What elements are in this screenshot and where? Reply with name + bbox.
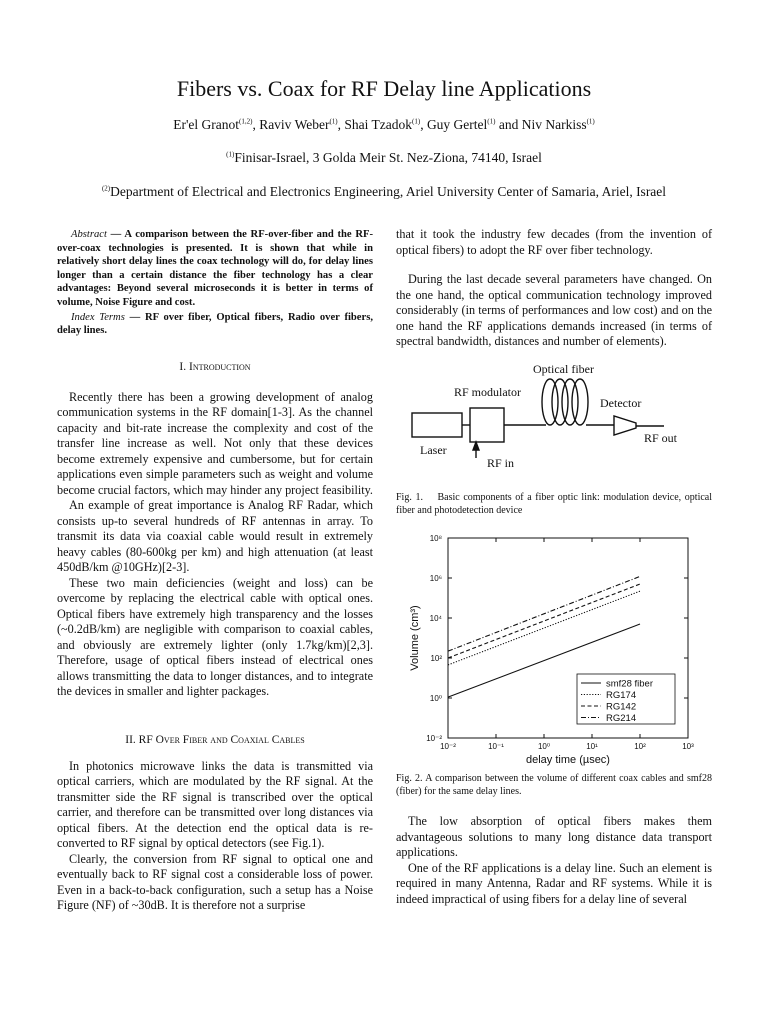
author-name: Niv Narkiss [521, 117, 587, 132]
detector-symbol [614, 416, 636, 435]
paragraph: These two main deficiencies (weight and loss) can be overcome by replacing the electrical cable with optical ones. Optical fibers have extremely high transparency and the losses (~0.2dB/km) are negligible with comparison to coaxial cables, and obviously are extremely lighter (only 1.7kg/km)[2,3]. Therefore, usage of optical fibers instead of electrical ones allows transmitting the data to longer distances, and to integrate the devices in smaller and lighter packages. [57, 575, 373, 698]
author-affil-marker: (1) [487, 117, 496, 126]
x-tick-label: 10⁻¹ [488, 742, 504, 751]
label-rf-out: RF out [644, 431, 678, 445]
y-tick-label: 10⁰ [429, 694, 442, 703]
rf-modulator-box [470, 408, 504, 442]
y-tick-label: 10⁶ [429, 574, 442, 583]
author-affil-marker: (1) [329, 117, 338, 126]
section-introduction [57, 360, 373, 700]
label-rf-in: RF in [487, 456, 515, 470]
y-tick-label: 10⁻² [426, 734, 442, 743]
label-rf-modulator: RF modulator [454, 385, 522, 399]
author-name: Raviv Weber [259, 117, 330, 132]
affiliation-1: $^{(1)}$Finisar-Israel, 3 Golda Meir St. Nez-Ziona, 74140, Israel [226, 150, 542, 165]
paragraph: that it took the industry few decades (from the invention of optical fibers) to adopt the RF over fiber technology. [396, 227, 712, 257]
paragraph: During the last decade several parameters have changed. On the one hand, the optical communication technology improved considerably (in terms of performances and low cost) and on the one hand the RF applications demands increased (in terms of spectral bandwidth, distances and number of elements). [396, 272, 712, 348]
section-heading: I. Introduction [179, 361, 251, 373]
author-affil-marker: (1) [586, 117, 595, 126]
x-tick-label: 10⁻² [440, 742, 456, 751]
x-tick-label: 10² [634, 742, 646, 751]
fig1-diagram [396, 358, 712, 478]
fig2-chart [396, 526, 712, 770]
laser-box [412, 413, 462, 437]
abstract-text: A comparison between the RF-over-fiber and the RF-over-coax technologies is presented. It is shown that while in relatively short delay lines the coax technology will do, for delay lines longer than a certain distance the fiber technology has a clear advantages: Beyond several microseconds it is better in terms of volume, Noise Figure and cost. [57, 229, 373, 308]
legend-entry: RG174 [606, 690, 637, 701]
index-terms-label: Index Terms [71, 311, 125, 323]
legend-entry: RG214 [606, 713, 637, 724]
x-tick-label: 10⁰ [537, 742, 551, 751]
author-affil-marker: (1,2) [239, 117, 253, 126]
y-tick-label: 10⁸ [429, 534, 442, 543]
paper-title: Fibers vs. Coax for RF Delay line Applications [176, 76, 592, 101]
fig1-caption: Fig. 1. Basic components of a fiber optic link: modulation device, optical fiber and photodetection device [396, 492, 713, 516]
y-tick-label: 10⁴ [429, 614, 442, 623]
x-tick-label: 10¹ [586, 742, 598, 751]
x-tick-label: 10³ [682, 742, 694, 751]
author-name: Guy Gertel [426, 117, 488, 132]
paragraph: The low absorption of optical fibers makes them advantageous solutions to many long distance data transport applications. [396, 814, 712, 859]
fig2-caption: Fig. 2. A comparison between the volume of different coax cables and smf28 (fiber) for the same delay lines. [396, 773, 712, 797]
index-terms: RF over fiber, Optical fibers, Radio over fibers, delay lines. [57, 311, 373, 337]
series-line-rg174 [448, 591, 640, 665]
label-optical-fiber: Optical fiber [533, 362, 594, 376]
author-affil-marker: (1) [412, 117, 421, 126]
author-name: Shai Tzadok [344, 117, 413, 132]
label-laser: Laser [420, 443, 447, 457]
paragraph: Clearly, the conversion from RF signal to optical one and eventually back to RF signal cost a considerable loss of power. Even in a back-to-back configuration, such a setup has a Noise Figure (NF) of ~30dB. It is therefore not a surprise [57, 851, 373, 912]
abstract: Abstract — A comparison between the RF-over-fiber and the RF-over-coax technologies is presented. It is shown that while in relatively short delay lines the coax technology will do, for delay lines longer than a certain distance the fiber technology has a clear advantages: Beyond several microseconds it is better in terms of volume, Noise Figure and cost. Index Terms — RF over fiber, Optical fibers, Radio over fibers, delay lines. [57, 229, 373, 337]
paragraph: In photonics microwave links the data is transmitted via optical carriers, which are modulated by the RF signal. At the transmitter side the RF signal is transcribed over the optical carrier, and therefore can be transmitted over long distances via optical fibers. At the detection end the optical data is re-converted to RF signal by optical detectors (see Fig.1). [57, 758, 373, 850]
legend-entry: RG142 [606, 701, 637, 713]
legend-entry: smf28 fiber [606, 678, 653, 690]
affiliation-2: $^{(2)}$Department of Electrical and Electronics Engineering, Ariel University Center of Samaria, Ariel, Israel [101, 184, 667, 199]
section-rf-over-fiber [57, 733, 373, 914]
y-tick-label: 10² [430, 654, 442, 663]
label-detector: Detector [600, 396, 642, 410]
fiber-coil [542, 379, 558, 425]
paragraph: One of the RF applications is a delay line. Such an element is required in many Antenna, Radar and RF systems. While it is indeed impractical of using fibers for a delay line of several [396, 860, 712, 906]
abstract-label: Abstract [71, 229, 107, 240]
paragraph: An example of great importance is Analog RF Radar, which consists up-to several hundreds of RF antennas in array. To transmit its data via coaxial cable would result in extremely heavy cables (80-600kg per km) and high attenuation (at least 450dB/km @10GHz)[2-3]. [57, 498, 373, 574]
right-col-bottom [396, 814, 712, 907]
y-axis-label: Volume (cm³) [409, 605, 421, 671]
author-name: Er'el Granot [173, 117, 240, 132]
right-col-top [396, 227, 712, 350]
section-heading: II. RF Over Fiber and Coaxial Cables [125, 734, 305, 746]
x-axis-label: delay time (µsec) [526, 754, 610, 766]
paragraph: Recently there has been a growing development of analog communication systems in the RF domain[1-3]. As the channel capacity and bit-rate increase the complexity and cost of the transfer line increase as well. Not only that these devices become extremely expensive and cumbersome, but for certain applications even simple parameters such as weight and volume become crucial factors, which may hinder any project feasibility. [57, 389, 373, 497]
author-list: Er'el Granot$^{(1,2)}$, Raviv Weber$^{(1)}$, Shai Tzadok$^{(1)}$, Guy Gertel$^{(1)}$ and Niv Narkiss$^{(1)}$ [173, 117, 595, 132]
series-line-rg142 [448, 584, 640, 658]
series-line-rg214 [448, 576, 640, 651]
